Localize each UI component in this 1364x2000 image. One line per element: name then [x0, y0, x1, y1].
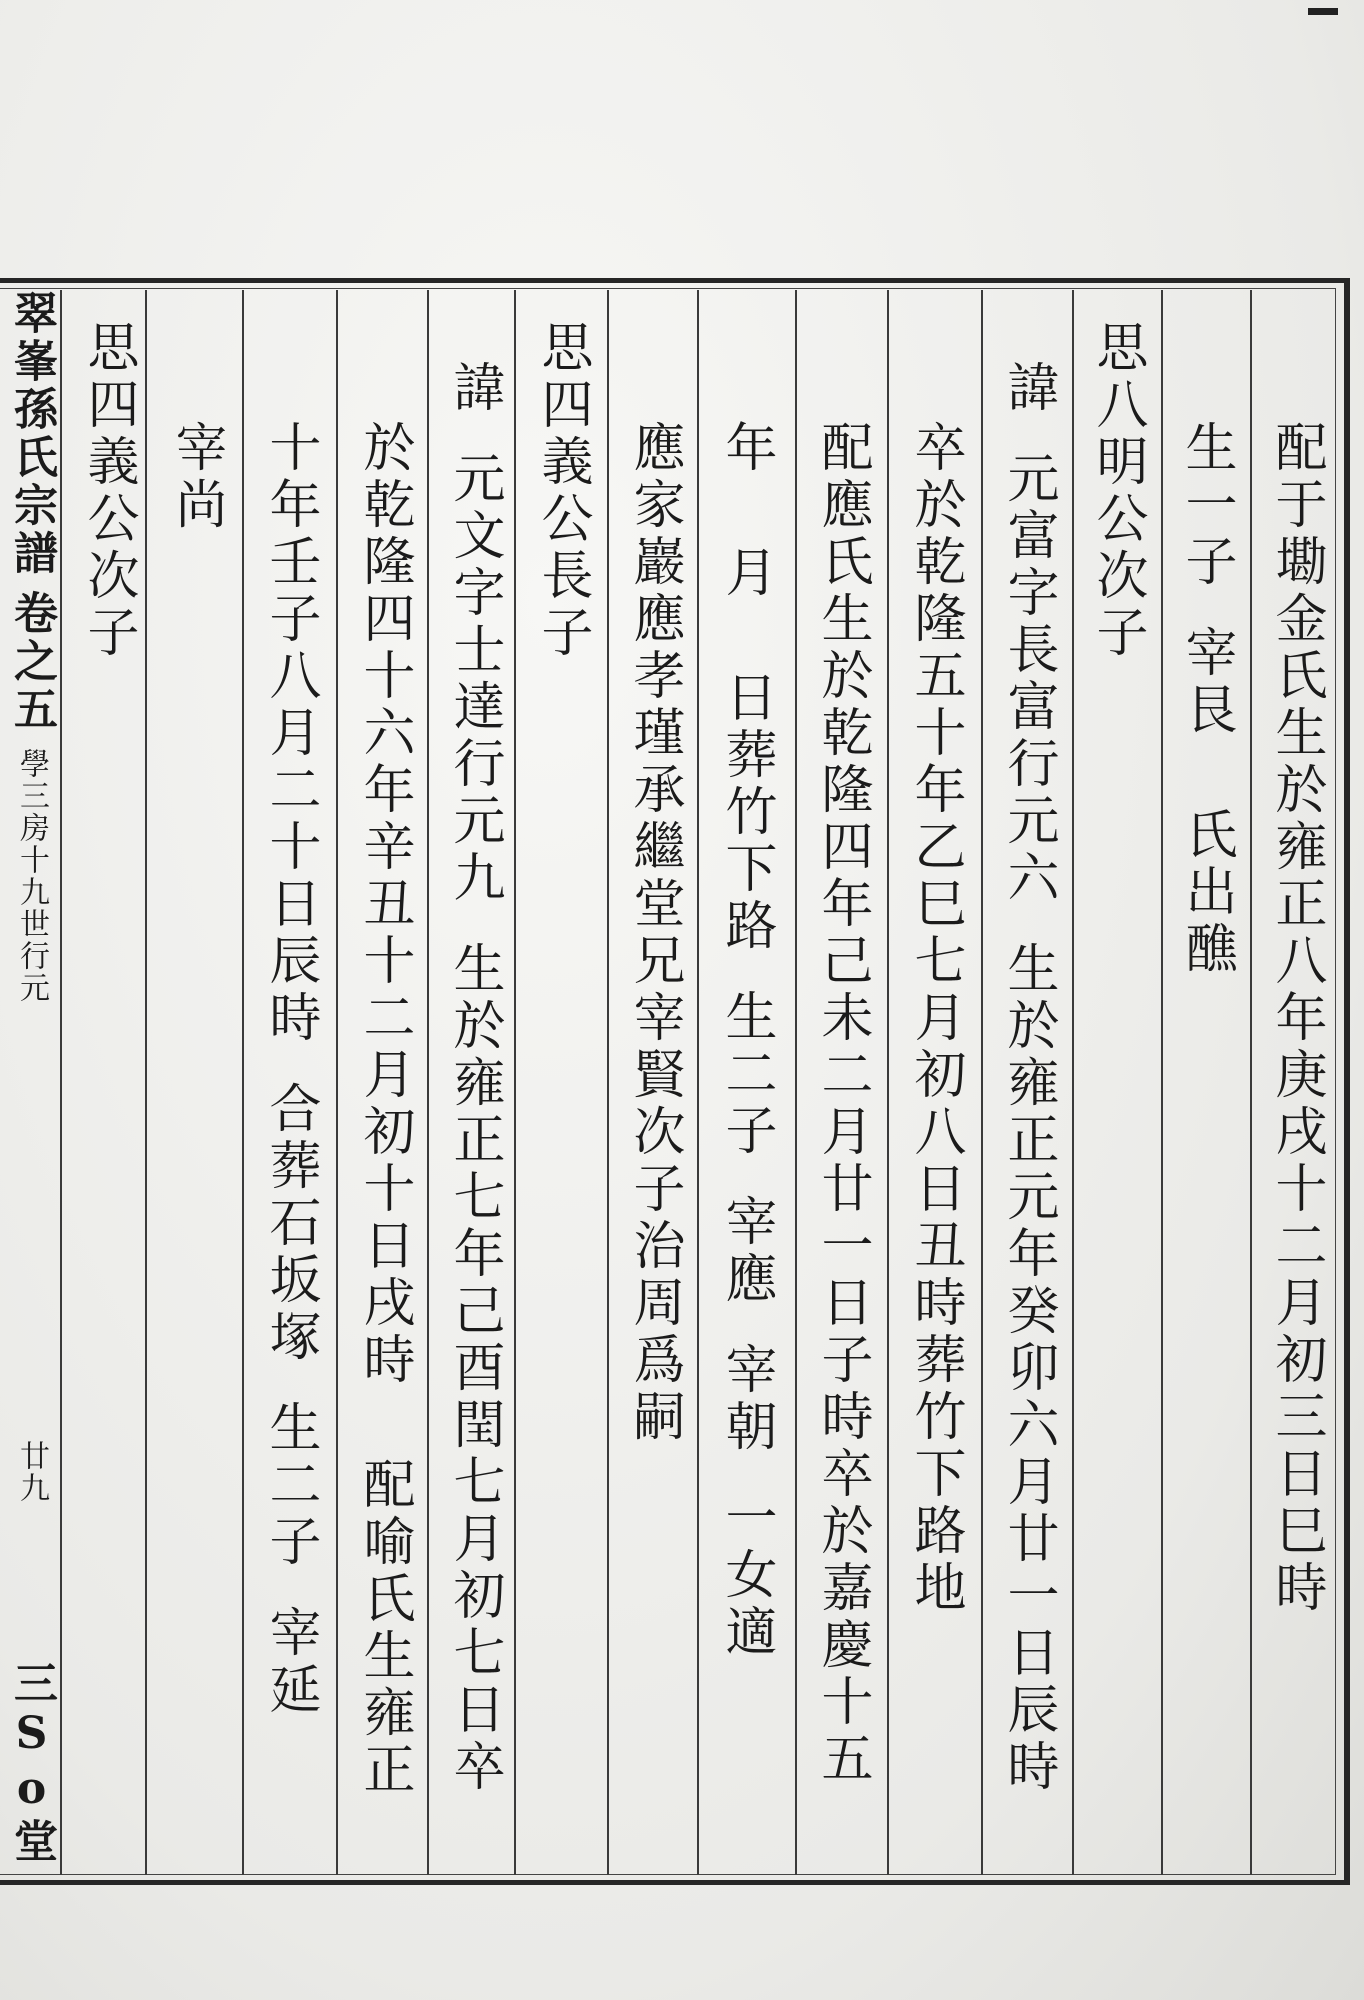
text-column-8: 應家巖應孝瑾承繼堂兄宰賢次子治周爲嗣: [624, 420, 684, 1446]
column-segment: 配喻氏生雍正: [354, 1457, 414, 1799]
column-segment: 卒於乾隆五十年乙巳七月初八日丑時葬竹下路地: [905, 420, 965, 1617]
column-rule: [887, 290, 889, 1875]
page-number: 廿九: [14, 1440, 49, 1504]
column-rule: [336, 290, 338, 1875]
column-segment: 宰尚: [166, 420, 226, 534]
column-segment: 諱: [444, 360, 504, 417]
column-segment: 合葬石坂塚: [260, 1081, 320, 1366]
column-segment: 氏出醮: [1176, 807, 1236, 978]
column-segment: 生二子: [260, 1400, 320, 1571]
column-segment: 於乾隆四十六年辛丑十二月初十日戌時: [354, 420, 414, 1389]
column-rule: [60, 290, 62, 1875]
column-rule: [981, 290, 983, 1875]
text-column-4: [996, 360, 1060, 1796]
text-column-1: 配于墈金氏生於雍正八年庚戌十二月初三日巳時: [1266, 420, 1326, 1617]
column-segment: 月: [716, 545, 776, 602]
column-segment: 生一子: [1176, 420, 1236, 591]
column-rule: [607, 290, 609, 1875]
text-column-7: [714, 420, 778, 1661]
column-rule: [697, 290, 699, 1875]
column-segment: 宰應: [716, 1194, 776, 1308]
column-segment: 生於雍正元年癸卯六月廿一日辰時: [998, 941, 1058, 1796]
column-segment: 十年壬子八月二十日辰時: [260, 420, 320, 1047]
column-rule: [1250, 290, 1252, 1875]
column-rule: [145, 290, 147, 1875]
text-column-2: [1174, 420, 1238, 978]
column-rule: [1072, 290, 1074, 1875]
hall-name: 三So堂: [6, 1660, 57, 1866]
column-segment: 宰朝: [716, 1342, 776, 1456]
column-segment: 宰延: [260, 1605, 320, 1719]
section-label: 學三房十九世行元: [14, 748, 49, 1004]
column-segment: 日葬竹下路: [716, 670, 776, 955]
book-title: 翠峯孫氏宗譜: [6, 290, 57, 578]
column-segment: 元文字士達行元九: [444, 451, 504, 907]
column-rule: [1161, 290, 1163, 1875]
column-rule: [427, 290, 429, 1875]
column-segment: 諱: [998, 360, 1058, 417]
column-segment: 生於雍正七年己酉閏七月初七日卒: [444, 941, 504, 1796]
text-column-9: 思四義公長子: [532, 320, 592, 662]
text-column-12: [258, 420, 322, 1719]
column-segment: 元富字長富行元六: [998, 451, 1058, 907]
column-rule: [795, 290, 797, 1875]
column-segment: 宰艮: [1176, 625, 1236, 739]
column-rule: [242, 290, 244, 1875]
column-segment: 一女適: [716, 1490, 776, 1661]
volume-label: 卷之五: [6, 590, 57, 734]
text-column-13: [164, 420, 228, 534]
text-column-11: [352, 420, 416, 1799]
column-rule: [514, 290, 516, 1875]
ink-mark: [1308, 8, 1338, 15]
text-column-6: 配應氏生於乾隆四年己未二月廿一日子時卒於嘉慶十五: [812, 420, 872, 1788]
text-column-14: 思四義公次子: [78, 320, 138, 662]
text-column-10: [442, 360, 506, 1796]
text-column-5: [903, 420, 967, 1617]
column-segment: 生二子: [716, 989, 776, 1160]
column-segment: 年: [716, 420, 776, 477]
text-column-3: 思八明公次子: [1087, 320, 1147, 662]
